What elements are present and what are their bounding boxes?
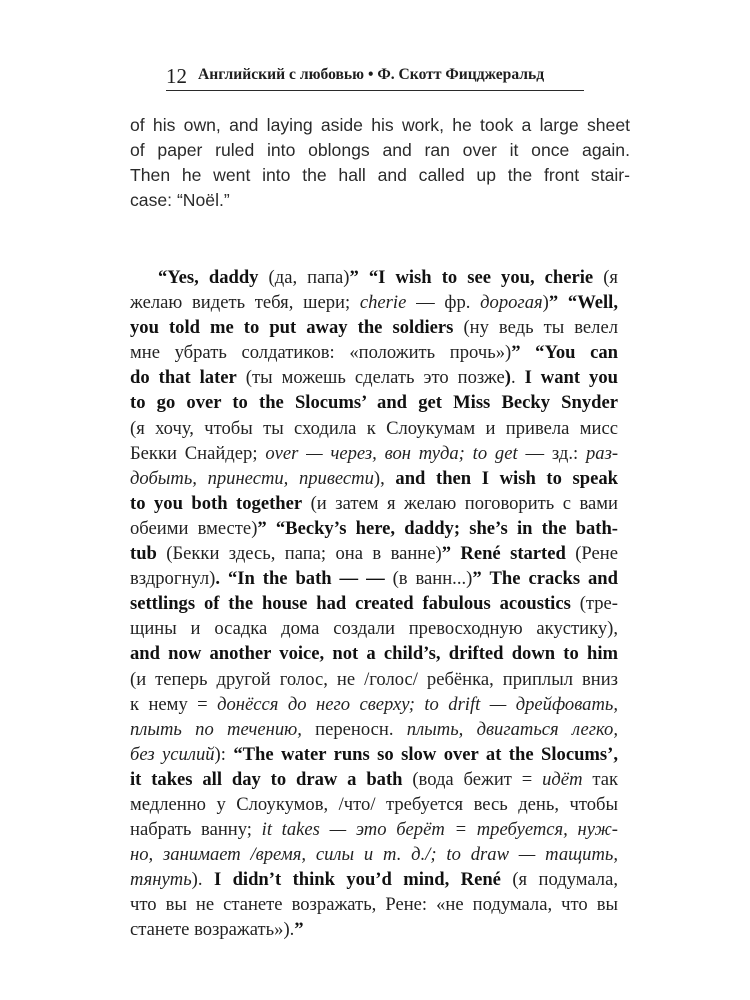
translation-text: набрать ванну;: [130, 819, 262, 841]
translation-text: к нему =: [130, 693, 218, 715]
translation-text: Бекки Снайдер;: [130, 442, 266, 464]
gloss-italic: раз-: [585, 442, 619, 464]
translation-text: вздрогнул): [130, 568, 216, 590]
translation-text: станете возражать»).: [130, 919, 295, 941]
translation-text: ):: [214, 743, 234, 765]
translation-text: мне убрать солдатиков: «положить прочь»): [130, 342, 512, 364]
english-phrase: ”: [548, 292, 559, 314]
text-line: [130, 390, 618, 415]
translation-text: обеими вместе): [130, 517, 258, 539]
english-phrase: ”: [511, 342, 521, 364]
translation-text: (и затем я желаю поговорить с вами: [302, 492, 618, 514]
translation-text: .: [510, 367, 525, 389]
translation-text: [220, 568, 228, 589]
english-phrase: I didn’t think you’d mind, René: [213, 869, 501, 891]
translation-text: ),: [373, 467, 396, 489]
translation-text: [558, 292, 568, 313]
text-line: [130, 340, 618, 365]
text-line: [130, 616, 618, 641]
gloss-italic: дорогая: [480, 292, 543, 314]
english-phrase: ”: [472, 568, 482, 590]
text-line: [130, 867, 618, 892]
text-line: [130, 265, 618, 290]
english-phrase: and then I wish to speak: [395, 467, 619, 489]
translation-text: [267, 518, 276, 539]
translation-text: (ты можешь сделать это позже: [236, 367, 505, 389]
text-line: Then he went into the hall and called up the front stair-: [130, 165, 630, 185]
english-phrase: “I wish to see you, cherie: [368, 267, 594, 288]
text-line: [130, 441, 618, 466]
translation-text: желаю видеть тебя, шери;: [130, 292, 360, 314]
text-line: [130, 541, 618, 566]
translation-text: щины и осадка дома создали превосходную акустику),: [130, 618, 618, 640]
text-line: [130, 641, 618, 666]
text-line: [130, 466, 618, 491]
translation-text: (да, папа): [258, 267, 350, 288]
header-title: Английский с любовью • Ф. Скотт Фицджеральд: [198, 66, 545, 83]
gloss-italic: over — через, вон туда; to get: [265, 442, 518, 464]
text-line: case: “Noël.”: [130, 190, 230, 210]
english-phrase: .: [215, 568, 221, 590]
english-phrase: René started: [460, 543, 566, 565]
english-phrase: ”: [441, 543, 451, 565]
text-line: of paper ruled into oblongs and ran over it once again.: [130, 140, 630, 160]
page-number: 12: [166, 64, 187, 88]
translation-text: (тре-: [570, 593, 618, 615]
translation-text: ).: [191, 869, 214, 891]
translation-text: [451, 543, 460, 564]
text-line: [130, 817, 618, 842]
gloss-italic: добыть, принести, привести: [130, 467, 374, 489]
translation-text: [521, 342, 536, 363]
translation-text: (Рене: [565, 543, 618, 565]
translation-text: что вы не станете возражать, Рене: «не подумала, что вы: [130, 894, 618, 916]
text-line: [130, 491, 618, 516]
translation-text: (я подумала,: [500, 869, 618, 891]
text-line: [130, 416, 618, 441]
text-line: [130, 742, 618, 767]
translation-text: медленно у Слоукумов, /что/ требуется весь день, чтобы: [130, 793, 618, 815]
english-phrase: I want you: [524, 367, 618, 389]
english-phrase: “In the bath — —: [227, 568, 385, 590]
gloss-italic: cherie: [359, 292, 407, 314]
text-line: [130, 892, 618, 917]
translation-text: так: [582, 768, 618, 790]
gloss-italic: it takes — это берёт = требуется, нуж-: [261, 819, 618, 841]
english-phrase: to you both together: [130, 492, 303, 514]
text-line: [130, 290, 618, 315]
translation-text: — фр.: [406, 292, 481, 314]
english-phrase: “Yes, daddy: [158, 267, 259, 288]
text-line: [130, 917, 618, 942]
gloss-italic: без усилий: [130, 743, 215, 765]
translation-text: ): [542, 292, 549, 314]
english-phrase: it takes all day to draw a bath: [130, 768, 403, 790]
english-phrase: ”: [257, 517, 267, 539]
text-line: [130, 315, 618, 340]
translation-text: [359, 267, 369, 288]
text-line: [130, 767, 618, 792]
text-line: [130, 692, 618, 717]
english-phrase: ): [504, 367, 511, 389]
text-line: [130, 842, 618, 867]
text-line: [130, 365, 618, 390]
english-phrase: to go over to the Slocums’ and get Miss Becky Snyder: [130, 392, 618, 414]
intro-paragraph: [130, 113, 630, 213]
gloss-italic: плыть по течению,: [130, 718, 302, 740]
text-line: [130, 566, 618, 591]
translation-text: (я хочу, чтобы ты сходила к Слоукумам и привела мисс: [130, 417, 618, 439]
english-phrase: “You can: [535, 342, 619, 364]
english-phrase: you told me to put away the soldiers: [130, 317, 454, 339]
text-line: [130, 667, 618, 692]
english-phrase: tub: [130, 543, 157, 565]
english-phrase: and now another voice, not a child’s, drifted down to him: [130, 643, 618, 665]
english-phrase: “Well,: [567, 292, 618, 314]
translation-text: (ну ведь ты велел: [453, 317, 618, 339]
gloss-italic: идёт: [542, 768, 583, 790]
text-line: of his own, and laying aside his work, he took a large sheet: [130, 115, 630, 135]
translation-text: переносн.: [301, 718, 407, 740]
annotated-paragraph: [130, 265, 618, 943]
translation-text: (и теперь другой голос, не /голос/ ребёнка, приплыл вниз: [130, 668, 618, 690]
gloss-italic: но, занимает /время, силы и т. д./; to draw — тащить,: [130, 844, 618, 866]
english-phrase: ”: [349, 267, 359, 288]
text-line: [130, 591, 618, 616]
english-phrase: settlings of the house had created fabulous acoustics: [130, 593, 571, 615]
translation-text: — зд.:: [517, 442, 586, 464]
text-line: [130, 792, 618, 817]
translation-text: (вода бежит =: [402, 768, 543, 790]
gloss-italic: тянуть: [130, 869, 192, 891]
english-phrase: “Becky’s here, daddy; she’s in the bath-: [275, 517, 618, 539]
text-line: [130, 717, 618, 742]
text-line: [130, 516, 618, 541]
english-phrase: “The water runs so slow over at the Slocums’,: [233, 743, 618, 765]
english-phrase: do that later: [130, 367, 237, 389]
english-phrase: The cracks and: [489, 568, 618, 590]
translation-text: (я: [593, 267, 618, 288]
translation-text: [482, 568, 490, 589]
running-header: [166, 56, 584, 91]
english-phrase: ”: [294, 919, 304, 941]
gloss-italic: донёсся до него сверху; to drift — дрейфовать,: [217, 693, 618, 715]
translation-text: (Бекки здесь, папа; она в ванне): [156, 543, 442, 565]
translation-text: (в ванн...): [384, 568, 473, 590]
gloss-italic: плыть, двигаться легко,: [406, 718, 618, 740]
